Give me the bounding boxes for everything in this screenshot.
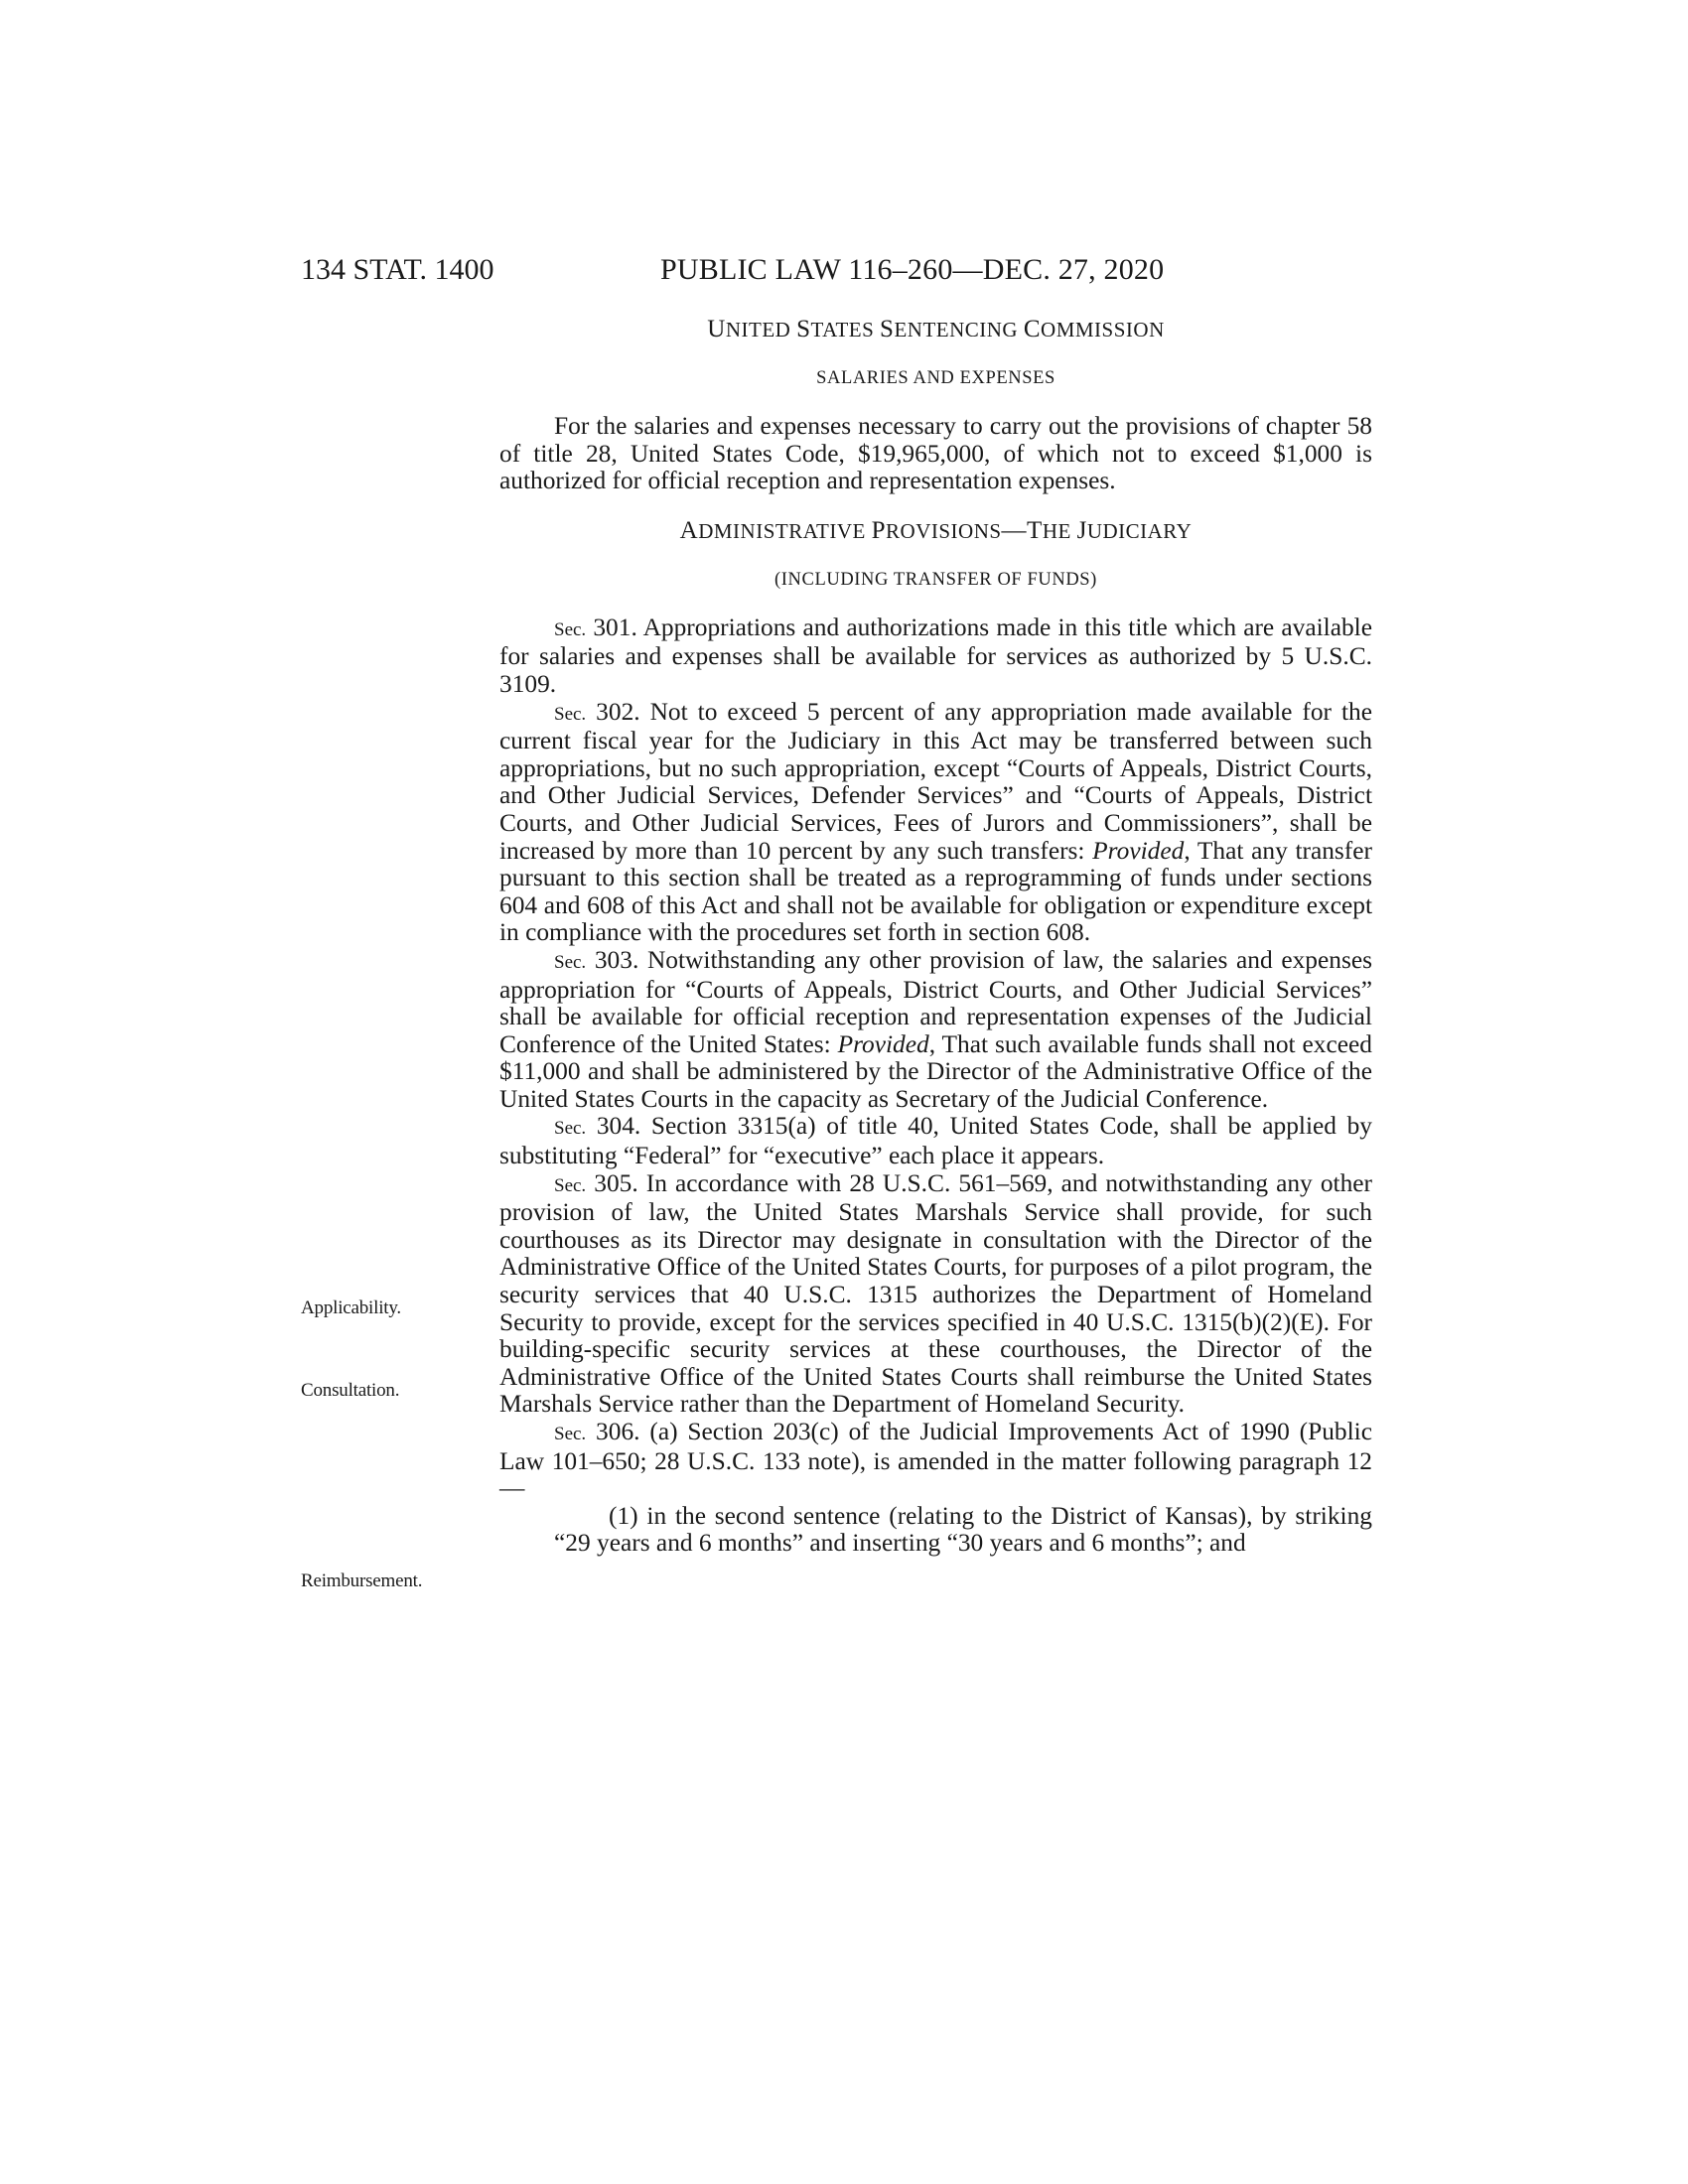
admin-provisions-heading: ADMINISTRATIVE PROVISIONS—THE JUDICIARY (679, 516, 1193, 544)
main-text-column (499, 316, 1372, 1558)
section-306: Sec. 306. (a) Section 203(c) of the Judicial Improvements Act of 1990 (Public Law 101–650; 28 U.S.C. 133 note), is amended in the matter following paragraph 12— (499, 1418, 1372, 1503)
public-law-title: PUBLIC LAW 116–260—DEC. 27, 2020 (660, 253, 1165, 286)
sec-label: Sec. (554, 1174, 587, 1196)
section-303: Sec. 303. Notwithstanding any other provision of law, the salaries and expenses appropriation for “Courts of Appeals, District Courts, and Other Judicial Services” shall be available for official reception and representation expenses of the Judicial Conference of the United States: Provided, That such available funds shall not exceed $11,000 and shall be administered by the Director of the Administrative Office of the United States Courts in the capacity as Secretary of the Judicial Conference. (499, 945, 1372, 1113)
salaries-paragraph: For the salaries and expenses necessary to carry out the provisions of chapter 58 of title 28, United States Code, $19,965,000, of which not to exceed $1,000 is authorized for official reception and representation expenses. (499, 412, 1372, 495)
statute-citation: 134 STAT. 1400 (301, 253, 494, 286)
sec-label: Sec. (554, 1118, 587, 1140)
sec-label: Sec. (554, 618, 587, 640)
section-301: Sec. 301. Appropriations and authorizations made in this title which are available for salaries and expenses shall be available for services as authorized by 5 U.S.C. 3109. (499, 613, 1372, 698)
agency-heading: UNITED STATES SENTENCING COMMISSION (707, 316, 1165, 342)
salaries-heading: SALARIES AND EXPENSES (816, 368, 1055, 388)
page-header (301, 250, 1373, 290)
sec-label: Sec. (554, 1424, 587, 1444)
margin-note-consultation: Consultation. (301, 1380, 400, 1401)
section-304: Sec. 304. Section 3315(a) of title 40, United States Code, shall be applied by substituting “Federal” for “executive” each place it appears. (499, 1112, 1372, 1170)
margin-note-reimbursement: Reimbursement. (301, 1570, 423, 1591)
sec-label: Sec. (554, 951, 587, 973)
margin-note-applicability: Applicability. (301, 1297, 401, 1318)
section-306-paragraph-1: (1) in the second sentence (relating to the District of Kansas), by striking “29 years and 6 months” and inserting “30 years and 6 months”; and (554, 1501, 1372, 1558)
transfer-of-funds-heading: (INCLUDING TRANSFER OF FUNDS) (774, 569, 1097, 590)
section-302: Sec. 302. Not to exceed 5 percent of any appropriation made available for the current fiscal year for the Judiciary in this Act may be transferred between such appropriations, but no such appropriation, except “Courts of Appeals, District Courts, and Other Judicial Services, Defender Services” and “Courts of Appeals, District Courts, and Other Judicial Services, Fees of Jurors and Commissioners”, shall be increased by more than 10 percent by any such transfers: Provided, That any transfer pursuant to this section shall be treated as a reprogramming of funds under sections 604 and 608 of this Act and shall not be available for obligation or expenditure except in compliance with the procedures set forth in section 608. (499, 697, 1372, 947)
section-305: Sec. 305. In accordance with 28 U.S.C. 561–569, and notwithstanding any other provision of law, the United States Marshals Service shall provide, for such courthouses as its Director may designate in consultation with the Director of the Administrative Office of the United States Courts, for purposes of a pilot program, the security services that 40 U.S.C. 1315 authorizes the Department of Homeland Security to provide, except for the services specified in 40 U.S.C. 1315(b)(2)(E). For building-specific security services at these courthouses, the Director of the Administrative Office of the United States Courts shall reimburse the United States Marshals Service rather than the Department of Homeland Security. (499, 1168, 1372, 1419)
sec-label: Sec. (554, 703, 587, 725)
